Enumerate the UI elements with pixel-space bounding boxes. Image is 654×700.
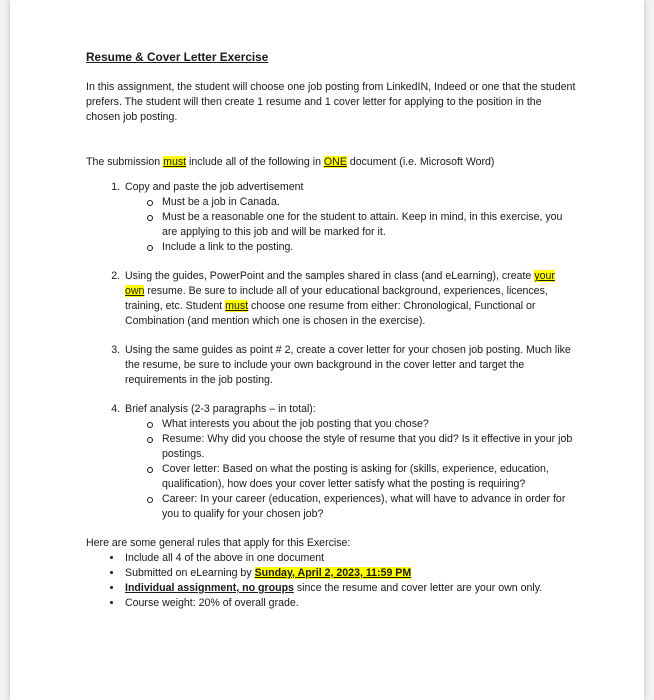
sub-item: Career: In your career (education, experiences), what will have to advance in order for you to qualify for your chosen job? [144,492,576,522]
sub-item: Resume: Why did you choose the style of resume that you did? Is it effective in your job postings. [144,432,576,462]
document-title: Resume & Cover Letter Exercise [86,50,269,64]
sub-item: What interests you about the job posting that you chose? [144,417,576,432]
sub-item: Cover letter: Based on what the posting is asking for (skills, experience, education, qualification), how does your cover letter satisfy what the posting is requiring? [144,462,576,492]
sub-item: Include a link to the posting. [144,240,576,255]
document-body [86,50,576,611]
sub-item: Must be a job in Canada. [144,195,576,210]
list-item-2: 2. Using the guides, PowerPoint and the samples shared in class (and eLearning), create your own resume. Be sure to include all of your educational background, experiences, licences, training, etc. Student must choose one resume from either: Chronological, Functional or Combination (and mention which one is chosen in the exercise). [123,269,576,329]
intro-paragraph: In this assignment, the student will choose one job posting from LinkedIN, Indeed or one that the student prefers. The student will then create 1 resume and 1 cover letter for applying to the position in the chosen job posting. [86,81,576,123]
rule-item: • Include all 4 of the above in one document [123,551,576,566]
document-page [10,0,644,700]
submission-requirement: The submission must include all of the following in ONE document (i.e. Microsoft Word) [86,156,495,168]
individual-assignment: Individual assignment, no groups [125,582,294,594]
due-date: Sunday, April 2, 2023, 11:59 PM [254,567,412,579]
rule-item: • Course weight: 20% of overall grade. [123,596,576,611]
list-item-4: 4. Brief analysis (2-3 paragraphs – in total): What interests you about the job posting that you chose? Resume: Why did you choose the style of resume that you did? Is it effective in your job postings. Cover letter: Based on what the posting is asking for (skills, experience, education, qualification), how does your cover letter satisfy what the posting is requiring? Career: In your career (education, experiences), what will have to advance in order for you to qualify for your chosen job? [123,402,576,522]
highlight-must: must [163,156,187,168]
rule-item: • Submitted on eLearning by Sunday, April 2, 2023, 11:59 PM [123,566,576,581]
sub-item: Must be a reasonable one for the student to attain. Keep in mind, in this exercise, you are applying to this job and will be marked for it. [144,210,576,240]
rule-item: • Individual assignment, no groups since the resume and cover letter are your own only. [123,581,576,596]
rules-list [86,551,576,611]
sub-list-1 [125,195,576,255]
requirements-list [86,180,576,522]
list-item-1: 1. Copy and paste the job advertisement Must be a job in Canada. Must be a reasonable one for the student to attain. Keep in mind, in this exercise, you are applying to this job and will be marked for it. Include a link to the posting. [123,180,576,255]
highlight-one: ONE [323,156,347,168]
highlight-must: must [225,300,249,312]
sub-list-4 [125,417,576,522]
highlight-your-own: your own [125,270,555,297]
rules-intro: Here are some general rules that apply for this Exercise: [86,537,351,549]
list-item-3: 3. Using the same guides as point # 2, create a cover letter for your chosen job posting. Much like the resume, be sure to include your own background in the cover letter and target the requirements in the job posting. [123,343,576,388]
